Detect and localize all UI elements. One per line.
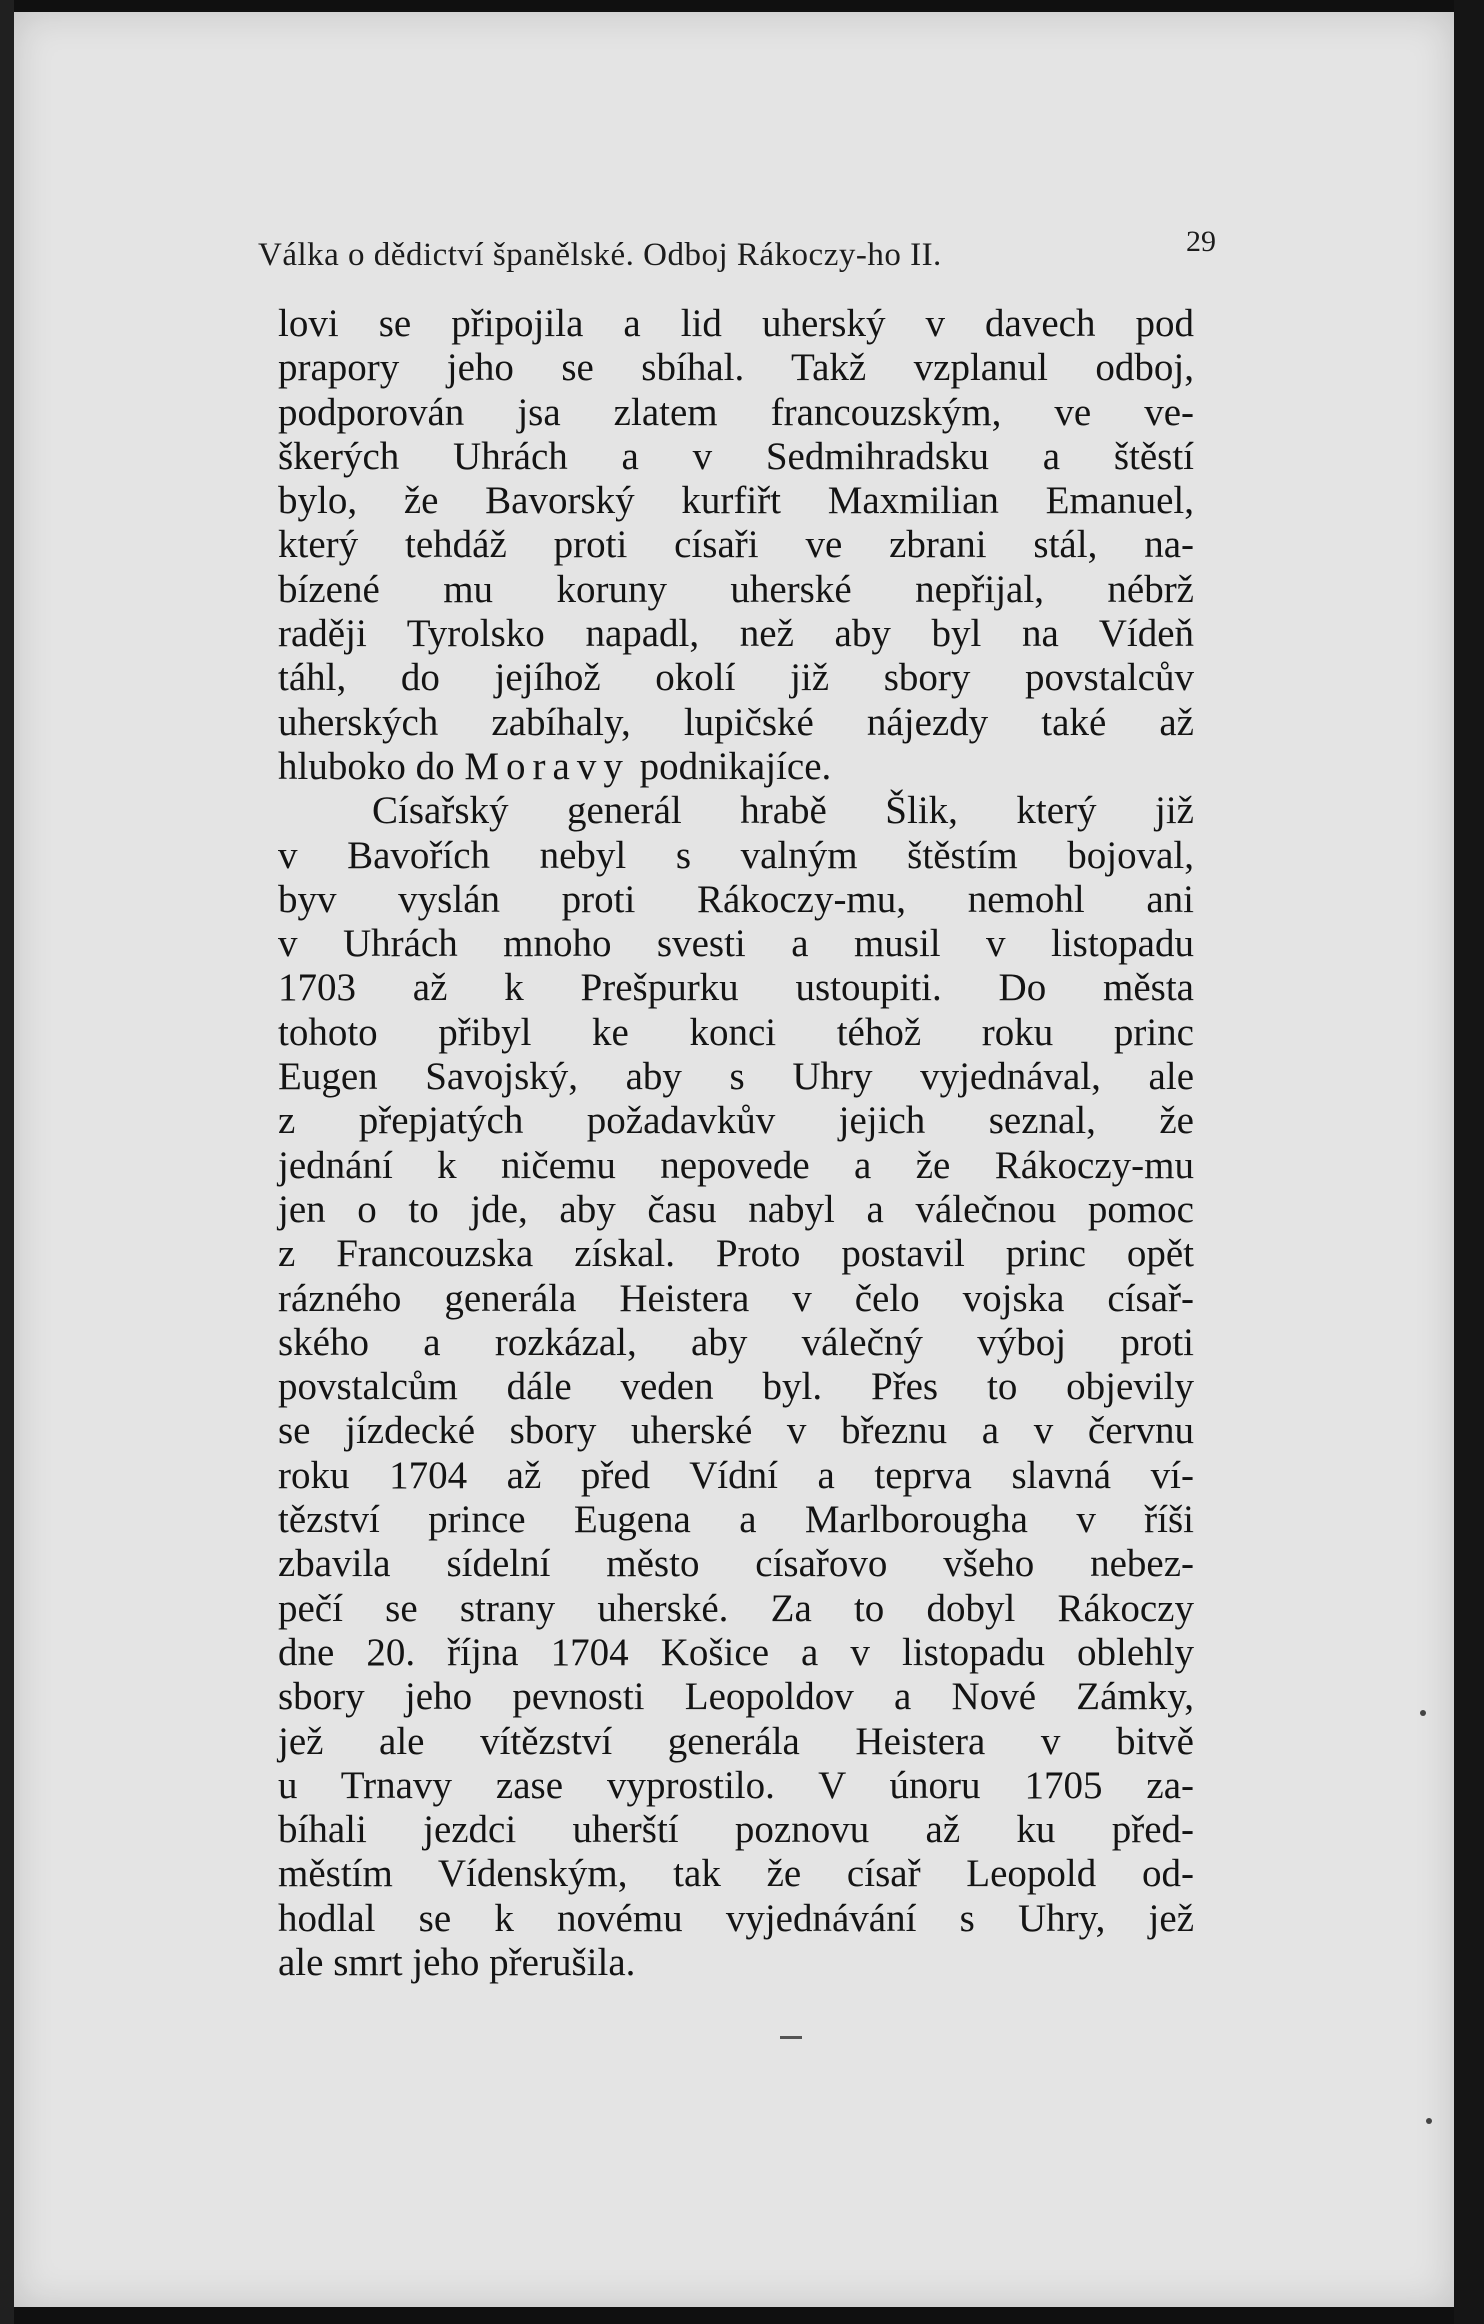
text-line: který tehdáž proti císaři ve zbrani stál, na- <box>278 523 1194 567</box>
text-line: rázného generála Heistera v čelo vojska císař- <box>278 1276 1194 1320</box>
text-line: povstalcům dále veden byl. Přes to objevily <box>278 1365 1194 1409</box>
text-line: bíhali jezdci uherští poznovu až ku před- <box>278 1808 1194 1852</box>
text-line: bylo, že Bavorský kurfiřt Maxmilian Emanuel, <box>278 479 1194 523</box>
text-line: zbavila sídelní město císařovo všeho nebez- <box>278 1542 1194 1586</box>
text-line: Eugen Savojský, aby s Uhry vyjednával, ale <box>278 1055 1194 1099</box>
text-line: dne 20. října 1704 Košice a v listopadu oblehly <box>278 1630 1194 1674</box>
text-line: uherských zabíhaly, lupičské nájezdy také až <box>278 700 1194 744</box>
text-line: se jízdecké sbory uherské v březnu a v červnu <box>278 1409 1194 1453</box>
dust-speck <box>1426 2118 1432 2124</box>
text-line: jež ale vítězství generála Heistera v bitvě <box>278 1719 1194 1763</box>
text-line: Císařský generál hrabě Šlik, který již <box>372 789 1194 833</box>
text-line: byv vyslán proti Rákoczy-mu, nemohl ani <box>278 877 1194 921</box>
text-line: ale smrt jeho přerušila. <box>278 1940 636 1984</box>
printer-mark <box>780 2036 802 2039</box>
text-line: tězství prince Eugena a Marlborougha v říši <box>278 1498 1194 1542</box>
text-line: 1703 až k Prešpurku ustoupiti. Do města <box>278 966 1194 1010</box>
text-line: raději Tyrolsko napadl, než aby byl na Vídeň <box>278 612 1194 656</box>
text-line: z přepjatých požadavkův jejich seznal, že <box>278 1099 1194 1143</box>
text-line: městím Vídenským, tak že císař Leopold od- <box>278 1852 1194 1896</box>
text-line <box>278 745 1194 789</box>
text-line: hodlal se k novému vyjednávání s Uhry, jež <box>278 1896 1194 1940</box>
text-line: škerých Uhrách a v Sedmihradsku a štěstí <box>278 434 1194 478</box>
text-line: v Bavořích nebyl s valným štěstím bojoval, <box>278 833 1194 877</box>
book-left-edge <box>0 0 14 2324</box>
text-fragment: hluboko do <box>278 744 465 788</box>
text-line: prapory jeho se sbíhal. Takž vzplanul odboj, <box>278 346 1194 390</box>
text-line: podporován jsa zlatem francouzským, ve ve- <box>278 390 1194 434</box>
spaced-emphasis: Moravy <box>464 744 630 788</box>
text-line: z Francouzska získal. Proto postavil princ opět <box>278 1232 1194 1276</box>
text-line: ského a rozkázal, aby válečný výboj proti <box>278 1320 1194 1364</box>
running-title: Válka o dědictví španělské. Odboj Rákoczy-ho II. <box>258 237 942 273</box>
text-line: jednání k ničemu nepovede a že Rákoczy-mu <box>278 1143 1194 1187</box>
text-line: táhl, do jejíhož okolí již sbory povstalcův <box>278 656 1194 700</box>
dust-speck <box>1420 1710 1426 1716</box>
text-line: jen o to jde, aby času nabyl a válečnou pomoc <box>278 1187 1194 1231</box>
body-text <box>278 302 1194 1985</box>
book-right-edge <box>1454 0 1484 2324</box>
text-line: v Uhrách mnoho svesti a musil v listopadu <box>278 922 1194 966</box>
text-line: roku 1704 až před Vídní a teprva slavná ví- <box>278 1453 1194 1497</box>
page-header <box>258 225 1216 285</box>
text-line: u Trnavy zase vyprostilo. V únoru 1705 za- <box>278 1763 1194 1807</box>
text-line: lovi se připojila a lid uherský v davech pod <box>278 302 1194 345</box>
text-line: pečí se strany uherské. Za to dobyl Rákoczy <box>278 1586 1194 1630</box>
page-number: 29 <box>1186 225 1216 258</box>
text-line: sbory jeho pevnosti Leopoldov a Nové Zámky, <box>278 1675 1194 1719</box>
text-line: tohoto přibyl ke konci téhož roku princ <box>278 1010 1194 1054</box>
text-line: bízené mu koruny uherské nepřijal, nébrž <box>278 567 1194 611</box>
text-fragment: podnikajíce. <box>629 744 832 788</box>
